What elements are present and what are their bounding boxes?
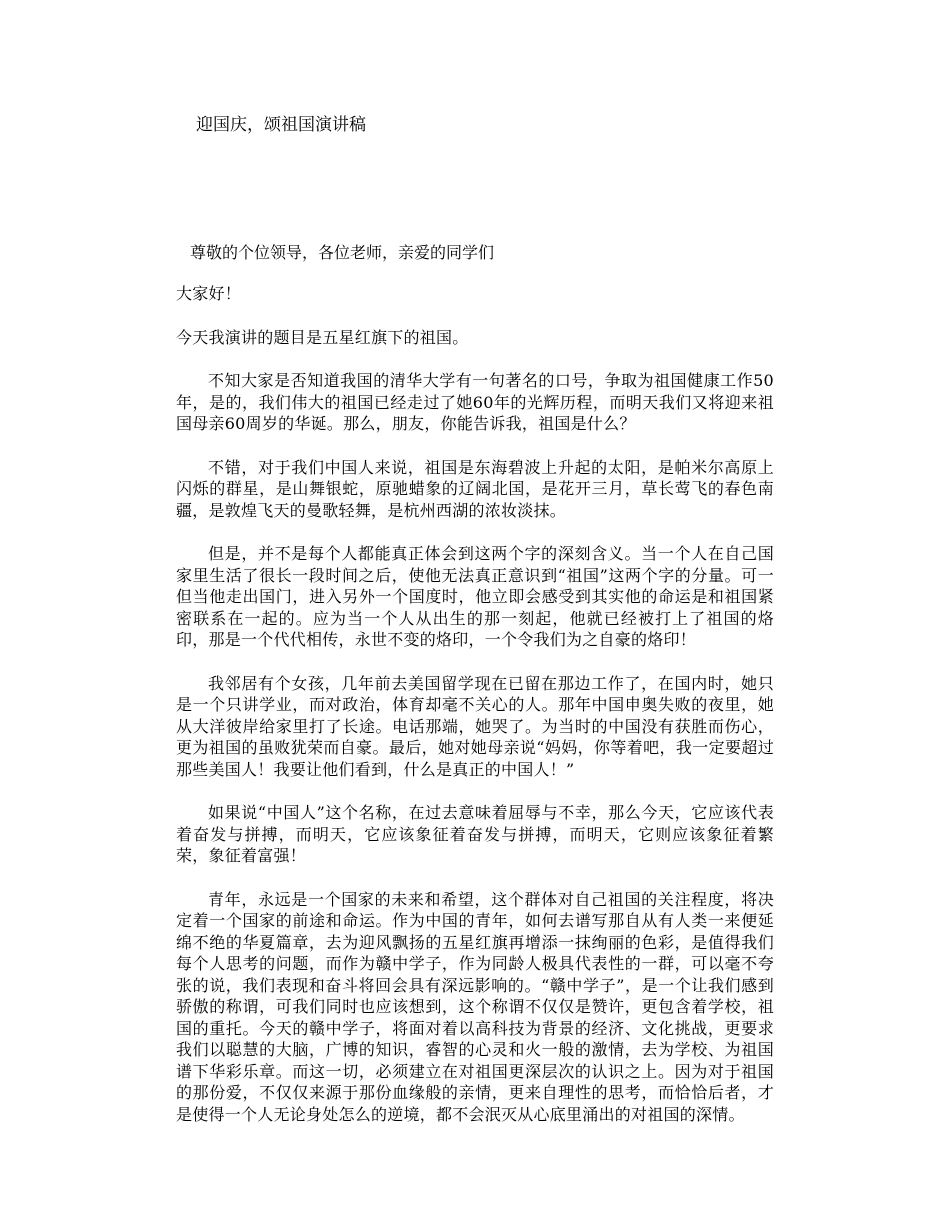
speech-body (176, 283, 774, 1147)
greeting: 大家好！ (176, 284, 242, 303)
paragraph: 不知大家是否知道我国的清华大学有一句著名的口号，争取为祖国健康工作50年，是的，我们伟大的祖国已经走过了她60年的光辉历程，而明天我们又将迎来祖国母亲60周岁的华诞。那么，朋友，你能告诉我，祖国是什么？ (176, 371, 774, 433)
page-title: 迎国庆，颂祖国演讲稿 (196, 115, 366, 135)
salutation: 尊敬的个位领导，各位老师，亲爱的同学们 (190, 243, 495, 262)
paragraph: 青年，永远是一个国家的未来和希望，这个群体对自己祖国的关注程度，将决定着一个国家的前途和命运。作为中国的青年，如何去谱写那自从有人类一来便延绵不绝的华夏篇章，去为迎风飘扬的五星红旗再增添一抹绚丽的色彩，是值得我们每个人思考的问题，而作为赣中学子，作为同龄人极具代表性的一群，可以毫不夸张的说，我们表现和奋斗将回会具有深远影响的。“赣中学子”，是一个让我们感到骄傲的称谓，可我们同时也应该想到，这个称谓不仅仅是赞许，更包含着学校，祖国的重托。今天的赣中学子，将面对着以高科技为背景的经济、文化挑战，更要求我们以聪慧的大脑，广博的知识，睿智的心灵和火一般的激情，去为学校、为祖国谱下华彩乐章。而这一切，必须建立在对祖国更深层次的认识之上。因为对于祖国的那份爱，不仅仅来源于那份血缘般的亲情，更来自理性的思考，而恰恰后者，才是使得一个人无论身处怎么的逆境，都不会泯灭从心底里涌出的对祖国的深情。 (176, 889, 774, 1124)
paragraph: 如果说“中国人”这个名称，在过去意味着屈辱与不幸，那么今天，它应该代表着奋发与拼搏，而明天，它应该象征着奋发与拼搏，而明天，它则应该象征着繁荣，象征着富强！ (176, 803, 774, 865)
paragraph: 我邻居有个女孩，几年前去美国留学现在已留在那边工作了，在国内时，她只是一个只讲学业，而对政治，体育却毫不关心的人。那年中国申奥失败的夜里，她从大洋彼岸给家里打了长途。电话那端，她哭了。为当时的中国没有获胜而伤心，更为祖国的虽败犹荣而自豪。最后，她对她母亲说“妈妈，你等着吧，我一定要超过那些美国人！我要让他们看到，什么是真正的中国人！” (176, 673, 774, 779)
speech-topic: 今天我演讲的题目是五星红旗下的祖国。 (176, 327, 469, 347)
paragraph: 不错，对于我们中国人来说，祖国是东海碧波上升起的太阳，是帕米尔高原上闪烁的群星，是山舞银蛇，原驰蜡象的辽阔北国，是花开三月，草长莺飞的春色南疆，是敦煌飞天的曼歌轻舞，是杭州西湖的浓妆淡抹。 (176, 457, 774, 520)
paragraph: 但是，并不是每个人都能真正体会到这两个字的深刻含义。当一个人在自己国家里生活了很长一段时间之后，使他无法真正意识到“祖国”这两个字的分量。可一但当他走出国门，进入另外一个国度时，他立即会感受到其实他的命运是和祖国紧密联系在一起的。应为当一个人从出生的那一刻起，他就已经被打上了祖国的烙印，那是一个代代相传，永世不变的烙印，一个令我们为之自豪的烙印！ (176, 544, 774, 649)
